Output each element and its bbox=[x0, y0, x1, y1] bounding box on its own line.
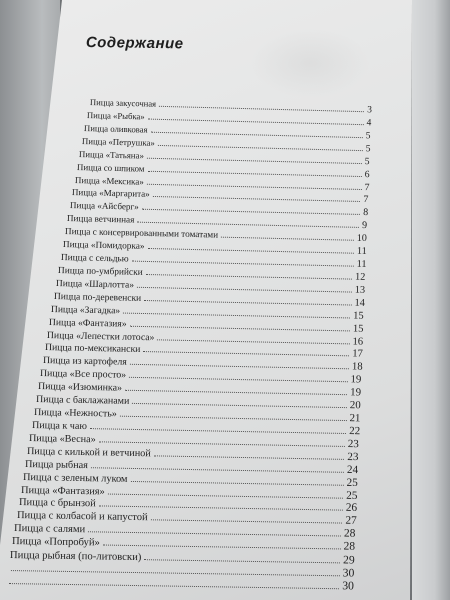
toc-page-number: 10 bbox=[356, 233, 368, 245]
toc-page-number: 7 bbox=[363, 194, 369, 206]
toc-entry-title: Пицца с зеленым луком bbox=[22, 471, 128, 485]
toc-entry-title: Пицца «Рыбка» bbox=[86, 109, 145, 122]
toc-entry-title: Пицца «Айсберг» bbox=[69, 200, 139, 212]
toc-entry-title: Пицца рыбная (по-литовски) bbox=[10, 549, 142, 564]
toc-entry-title: Пицца с килькой и ветчиной bbox=[27, 445, 152, 460]
toc-page-number: 5 bbox=[364, 155, 371, 167]
toc-entry-title: Пицца рыбная bbox=[25, 458, 89, 471]
toc-entry-title: Пицца закусочная bbox=[89, 97, 157, 109]
toc-entry-title: Пицца «Фантазия» bbox=[49, 316, 127, 330]
page-title: Содержание bbox=[85, 34, 184, 53]
toc-entry-title: Пицца «Попробуй» bbox=[12, 536, 101, 549]
toc-page-number: 5 bbox=[365, 130, 372, 142]
toc-page-number: 20 bbox=[349, 399, 361, 412]
toc-entry-title: Пицца ветчинная bbox=[67, 213, 135, 225]
toc-page-number: 6 bbox=[364, 168, 370, 180]
toc-page-number: 19 bbox=[350, 373, 362, 386]
toc-entry-title: Пицца с брынзой bbox=[18, 497, 96, 510]
toc-entry-title: Пицца «Татьяна» bbox=[79, 148, 145, 161]
toc-page-number: 27 bbox=[344, 515, 357, 528]
toc-page-number: 22 bbox=[348, 425, 360, 438]
toc-page-number: 15 bbox=[353, 310, 365, 322]
toc-entry-title: Пицца из картофеля bbox=[42, 355, 127, 369]
show-through-mark bbox=[250, 28, 370, 98]
toc-page-number: 30 bbox=[342, 579, 355, 593]
toc-entry-title: Пицца «Загадка» bbox=[51, 303, 121, 317]
toc-page-number: 29 bbox=[343, 553, 356, 567]
toc-page-number: 15 bbox=[353, 323, 364, 335]
toc-entry-title: Пицца с консервированными томатами bbox=[64, 226, 219, 240]
toc-page-number: 25 bbox=[346, 476, 358, 489]
toc-page-number: 13 bbox=[354, 284, 366, 296]
toc-entry-title: Пицца к чаю bbox=[31, 419, 87, 433]
toc-page-number: 23 bbox=[348, 437, 360, 451]
toc-leader-dots bbox=[221, 229, 354, 241]
toc-entry-title: Пицца с салями bbox=[14, 523, 86, 536]
toc-entry-title: Пицца «Все просто» bbox=[40, 368, 127, 382]
toc-page-number: 5 bbox=[365, 142, 371, 155]
toc-page-number: 14 bbox=[354, 297, 365, 309]
toc-page-number: 30 bbox=[342, 566, 355, 580]
toc-entry-title: Пицца «Нежность» bbox=[33, 407, 117, 420]
toc-page-number: 24 bbox=[347, 463, 359, 476]
toc-page-number: 19 bbox=[350, 386, 362, 399]
toc-page-number: 23 bbox=[347, 450, 359, 463]
toc-page-number: 28 bbox=[343, 540, 356, 553]
toc-page-number: 25 bbox=[345, 489, 358, 502]
toc-leader-dots bbox=[145, 551, 341, 563]
toc-entry-title: Пицца со шпиком bbox=[76, 161, 145, 174]
toc-page-number: 7 bbox=[363, 181, 370, 193]
toc-entry-title: Пицца «Изюминка» bbox=[38, 381, 123, 394]
toc-page-number: 8 bbox=[362, 207, 369, 219]
toc-entry-title: Пицца с баклажанами bbox=[35, 394, 130, 407]
toc-page-number: 11 bbox=[356, 258, 367, 270]
toc-page-number: 3 bbox=[366, 105, 373, 116]
toc-page-number: 11 bbox=[356, 245, 367, 258]
toc-entry-title: Пицца «Маргарита» bbox=[72, 187, 150, 200]
toc-entry-title: Пицца «Петрушка» bbox=[81, 135, 155, 148]
toc-entry-title: Пицца «Фантазия» bbox=[20, 484, 105, 498]
toc-entry-title: Пицца по-деревенски bbox=[53, 291, 142, 304]
toc-page-number: 12 bbox=[355, 271, 366, 283]
table-background bbox=[412, 0, 450, 600]
toc-entry-title: Пицца «Весна» bbox=[29, 432, 97, 446]
toc-entry-title: Пицца по-мексикански bbox=[44, 342, 141, 356]
toc-entry-title: Пицца с сельдью bbox=[60, 253, 129, 265]
toc-page-number: 17 bbox=[351, 348, 363, 361]
toc-page-number: 28 bbox=[344, 527, 356, 541]
toc-page-number: 16 bbox=[352, 335, 364, 348]
toc-page-number: 4 bbox=[366, 117, 372, 129]
toc-page-number: 9 bbox=[362, 220, 368, 232]
toc-entry-title: Пицца с колбасой и капустой bbox=[16, 510, 148, 524]
toc-entry-title: Пицца по-умбрийски bbox=[58, 265, 144, 278]
toc-entry-title: Пицца «Мексика» bbox=[74, 174, 144, 187]
toc-entry-title: Пицца «Лепестки лотоса» bbox=[46, 329, 155, 343]
toc-entry-title: Пицца оливковая bbox=[84, 122, 149, 135]
toc-page-number: 21 bbox=[349, 412, 361, 425]
toc-page-number: 18 bbox=[351, 360, 363, 373]
toc-page-number: 26 bbox=[345, 502, 357, 515]
toc-entry-title: Пицца «Шарлотта» bbox=[55, 278, 135, 291]
toc-entry-title: Пицца «Помидорка» bbox=[62, 240, 145, 252]
toc-leader-dots bbox=[150, 512, 342, 524]
